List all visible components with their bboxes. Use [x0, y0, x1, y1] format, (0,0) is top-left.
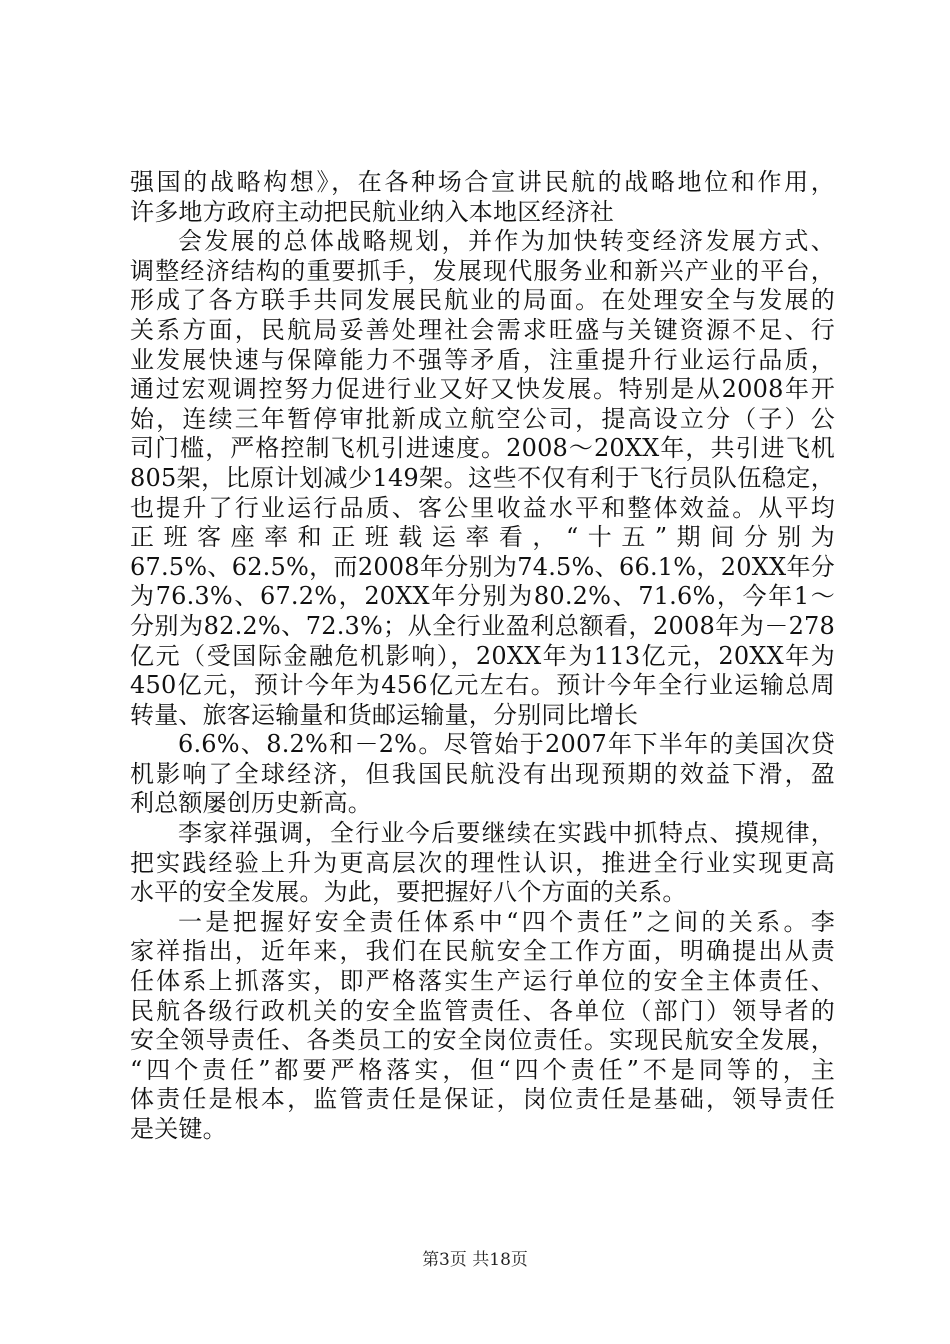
text-line: 67.5%、62.5%，而2008年分别为74.5%、66.1%，20XX年分	[130, 552, 835, 581]
text-line: 805架，比原计划减少149架。这些不仅有利于飞行员队伍稳定，	[130, 463, 835, 492]
text-line: 安全领导责任、各类员工的安全岗位责任。实现民航安全发展，	[130, 1026, 835, 1055]
text-line: 许多地方政府主动把民航业纳入本地区经济社	[130, 197, 614, 226]
text-line: 分别为82.2%、72.3%；从全行业盈利总额看，2008年为－278	[130, 611, 835, 640]
text-line: 体责任是根本，监管责任是保证，岗位责任是基础，领导责任	[130, 1085, 835, 1114]
text-line: 形成了各方联手共同发展民航业的局面。在处理安全与发展的	[130, 286, 835, 315]
text-line: 家祥指出，近年来，我们在民航安全工作方面，明确提出从责	[130, 937, 835, 966]
text-line: 利总额屡创历史新高。	[130, 789, 372, 818]
text-line: 机影响了全球经济，但我国民航没有出现预期的效益下滑，盈	[130, 759, 835, 788]
page-number-footer: 第3页 共18页	[422, 1250, 528, 1270]
text-line: 会发展的总体战略规划，并作为加快转变经济发展方式、	[178, 227, 835, 256]
text-line: 任体系上抓落实，即严格落实生产运行单位的安全主体责任、	[130, 967, 835, 996]
text-line: 始，连续三年暂停审批新成立航空公司，提高设立分（子）公	[130, 404, 835, 433]
text-line: 业发展快速与保障能力不强等矛盾，注重提升行业运行品质，	[130, 345, 835, 374]
text-line: 6.6%、8.2%和－2%。尽管始于2007年下半年的美国次贷	[178, 730, 835, 759]
text-line: 一是把握好安全责任体系中“四个责任”之间的关系。李	[178, 907, 835, 936]
text-line: 为76.3%、67.2%，20XX年分别为80.2%、71.6%，今年1～	[130, 582, 835, 611]
text-line: 正班客座率和正班载运率看，“十五”期间分别为	[130, 523, 835, 552]
text-line: 也提升了行业运行品质、客公里收益水平和整体效益。从平均	[130, 493, 835, 522]
text-line: 450亿元，预计今年为456亿元左右。预计今年全行业运输总周	[130, 671, 835, 700]
text-line: 水平的安全发展。为此，要把握好八个方面的关系。	[130, 878, 687, 907]
text-line: 民航各级行政机关的安全监管责任、各单位（部门）领导者的	[130, 996, 835, 1025]
text-line: 转量、旅客运输量和货邮运输量，分别同比增长	[130, 700, 639, 729]
text-line: 关系方面，民航局妥善处理社会需求旺盛与关键资源不足、行	[130, 315, 835, 344]
text-line: 是关键。	[130, 1115, 227, 1143]
text-line: 司门槛，严格控制飞机引进速度。2008～20XX年，共引进飞机	[130, 434, 835, 463]
document-body	[130, 168, 835, 1145]
text-line: 通过宏观调控努力促进行业又好又快发展。特别是从2008年开	[130, 375, 835, 404]
text-line: 调整经济结构的重要抓手，发展现代服务业和新兴产业的平台，	[130, 256, 835, 285]
text-line: 亿元（受国际金融危机影响），20XX年为113亿元，20XX年为	[130, 641, 835, 670]
text-line: 李家祥强调，全行业今后要继续在实践中抓特点、摸规律，	[178, 819, 835, 848]
text-line: 强国的战略构想》，在各种场合宣讲民航的战略地位和作用，	[130, 168, 835, 196]
text-line: “四个责任”都要严格落实，但“四个责任”不是同等的，主	[130, 1055, 835, 1084]
text-line: 把实践经验上升为更高层次的理性认识，推进全行业实现更高	[130, 848, 835, 877]
